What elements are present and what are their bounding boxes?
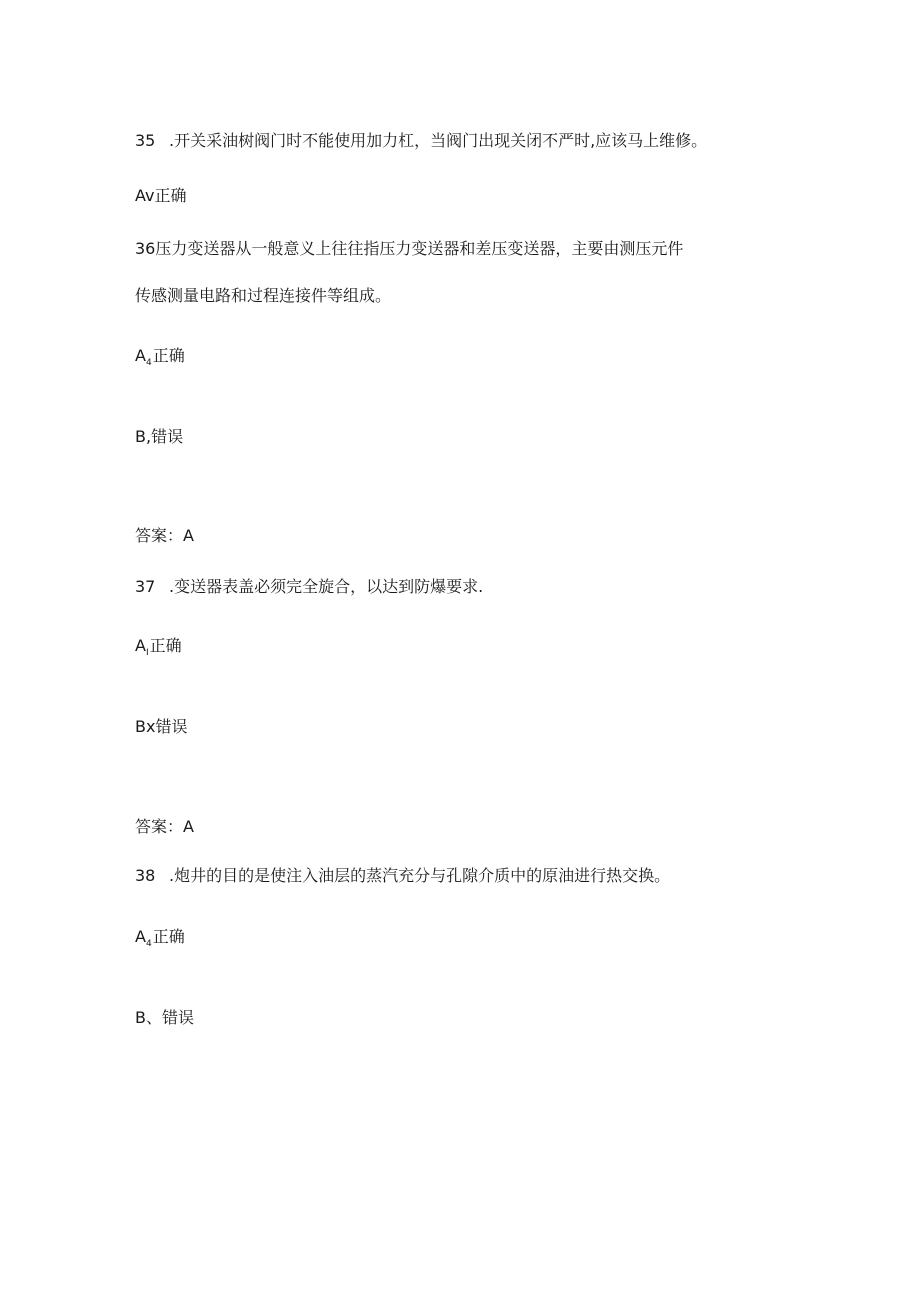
- option-a[interactable]: [135, 346, 185, 369]
- answer: [135, 817, 194, 837]
- option-text: 错误: [151, 427, 184, 446]
- answer-text: 答案：A: [135, 526, 194, 545]
- option-b[interactable]: [135, 427, 183, 447]
- option-separator: x: [145, 717, 156, 736]
- question-37: [135, 577, 483, 597]
- option-separator: 4: [145, 358, 152, 368]
- option-text: 正确: [149, 636, 182, 655]
- option-a[interactable]: [135, 636, 182, 659]
- option-text: 错误: [162, 1008, 195, 1027]
- option-letter: B: [135, 427, 146, 446]
- option-separator: I: [145, 648, 149, 658]
- answer: [135, 526, 194, 546]
- question-text: 传感测量电路和过程连接件等组成。: [135, 286, 392, 305]
- option-letter: B: [135, 717, 146, 736]
- question-35: [135, 131, 707, 151]
- option-letter: B: [135, 1008, 146, 1027]
- option-letter: A: [135, 636, 146, 655]
- option-text: 正确: [152, 346, 185, 365]
- option-text: 错误: [155, 717, 188, 736]
- option-a[interactable]: [135, 186, 187, 206]
- option-letter: A: [135, 346, 146, 365]
- question-36-line-1: [135, 239, 683, 259]
- option-b[interactable]: [135, 717, 187, 737]
- question-text: 36压力变送器从一般意义上往往指压力变送器和差压变送器，主要由测压元件: [135, 239, 684, 258]
- option-separator: ,: [145, 427, 152, 446]
- option-text: 正确: [152, 927, 185, 946]
- option-text: 正确: [154, 186, 187, 205]
- option-letter: A: [135, 927, 146, 946]
- question-number: 37: [135, 577, 156, 596]
- option-b[interactable]: [135, 1008, 194, 1028]
- question-36-line-2: [135, 286, 391, 306]
- question-number: 35: [135, 131, 156, 150]
- question-38: [135, 866, 670, 886]
- option-a[interactable]: [135, 927, 185, 950]
- question-text: .开关采油树阀门时不能使用加力杠，当阀门出现关闭不严时,应该马上维修。: [169, 131, 708, 150]
- option-separator: v: [145, 186, 155, 205]
- question-number: 38: [135, 866, 156, 885]
- option-letter: A: [135, 186, 146, 205]
- answer-text: 答案：A: [135, 817, 194, 836]
- option-separator: 、: [145, 1008, 162, 1027]
- question-text: .变送器表盖必须完全旋合，以达到防爆要求.: [169, 577, 484, 596]
- option-separator: 4: [145, 939, 152, 949]
- question-text: .炮井的目的是使注入油层的蒸汽充分与孔隙介质中的原油进行热交换。: [169, 866, 671, 885]
